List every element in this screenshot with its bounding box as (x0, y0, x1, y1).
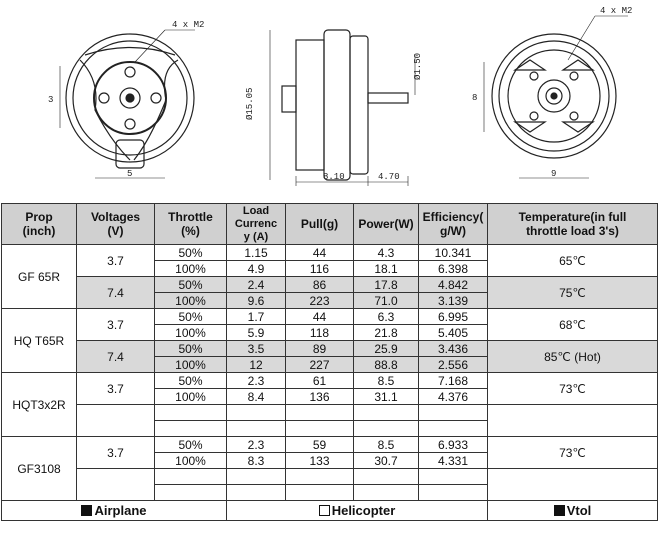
empty-cell (286, 421, 354, 437)
side-diameter-dim: Ø15.05 (245, 87, 255, 120)
power-cell: 17.8 (354, 277, 419, 293)
legend-helicopter-label: Helicopter (331, 502, 396, 518)
voltage-cell-empty (77, 405, 155, 437)
pull-cell: 223 (286, 293, 354, 309)
power-cell: 31.1 (354, 389, 419, 405)
prop-name: HQT3x2R (2, 373, 77, 437)
power-cell: 25.9 (354, 341, 419, 357)
legend-helicopter (227, 501, 488, 521)
efficiency-cell: 6.933 (419, 437, 488, 453)
header-power: Power(W) (354, 204, 419, 245)
table-row (2, 437, 658, 453)
header-efficiency: Efficiency( g/W) (419, 204, 488, 245)
throttle-cell: 100% (155, 325, 227, 341)
header-current: Load Currenc y (A) (227, 204, 286, 245)
throttle-cell: 100% (155, 453, 227, 469)
power-cell: 71.0 (354, 293, 419, 309)
side-shaft-length-dim: 4.70 (378, 172, 400, 182)
power-cell: 6.3 (354, 309, 419, 325)
current-cell: 9.6 (227, 293, 286, 309)
table-row (2, 309, 658, 325)
front-holes-label: 4 x M2 (172, 20, 205, 30)
prop-name: GF3108 (2, 437, 77, 501)
pull-cell: 118 (286, 325, 354, 341)
table-row (2, 405, 658, 421)
temperature-cell: 68℃ (488, 309, 658, 341)
voltage-cell: 7.4 (77, 341, 155, 373)
pull-cell: 133 (286, 453, 354, 469)
front-width-dim: 5 (127, 169, 133, 179)
temperature-cell: 75℃ (488, 277, 658, 309)
table-row (2, 373, 658, 389)
header-temperature: Temperature(in full throttle load 3's) (488, 204, 658, 245)
current-cell: 2.3 (227, 437, 286, 453)
current-cell: 8.4 (227, 389, 286, 405)
voltage-cell: 3.7 (77, 437, 155, 469)
table-row (2, 341, 658, 357)
empty-cell (354, 469, 419, 485)
current-cell: 2.4 (227, 277, 286, 293)
voltage-cell: 7.4 (77, 277, 155, 309)
efficiency-cell: 6.995 (419, 309, 488, 325)
power-cell: 4.3 (354, 245, 419, 261)
motor-front-view (60, 30, 195, 178)
pull-cell: 59 (286, 437, 354, 453)
temperature-cell: 85℃ (Hot) (488, 341, 658, 373)
current-cell: 8.3 (227, 453, 286, 469)
motor-side-view (270, 30, 415, 186)
table-row (2, 469, 658, 485)
empty-cell (227, 469, 286, 485)
current-cell: 3.5 (227, 341, 286, 357)
filled-square-icon (81, 505, 92, 516)
temperature-cell: 73℃ (488, 437, 658, 469)
empty-cell (227, 485, 286, 501)
empty-cell (419, 469, 488, 485)
pull-cell: 61 (286, 373, 354, 389)
header-voltage: Voltages (V) (77, 204, 155, 245)
power-cell: 21.8 (354, 325, 419, 341)
prop-name: GF 65R (2, 245, 77, 309)
voltage-cell-empty (77, 469, 155, 501)
throttle-cell: 100% (155, 293, 227, 309)
throttle-cell: 50% (155, 373, 227, 389)
empty-cell (227, 405, 286, 421)
empty-cell (286, 485, 354, 501)
efficiency-cell: 6.398 (419, 261, 488, 277)
table-row (2, 277, 658, 293)
throttle-cell: 100% (155, 389, 227, 405)
pull-cell: 89 (286, 341, 354, 357)
side-shaft-dim: Ø1.50 (413, 52, 423, 80)
pull-cell: 116 (286, 261, 354, 277)
voltage-cell: 3.7 (77, 309, 155, 341)
legend-vtol-label: Vtol (566, 502, 592, 518)
current-cell: 12 (227, 357, 286, 373)
current-cell: 2.3 (227, 373, 286, 389)
front-height-dim: 3 (48, 95, 54, 105)
pull-cell: 44 (286, 245, 354, 261)
throttle-cell: 50% (155, 341, 227, 357)
empty-cell (155, 485, 227, 501)
current-cell: 1.7 (227, 309, 286, 325)
throttle-cell: 50% (155, 245, 227, 261)
back-width-dim: 9 (551, 169, 557, 179)
motor-back-view (484, 16, 628, 178)
current-cell: 5.9 (227, 325, 286, 341)
empty-cell (419, 421, 488, 437)
legend-vtol (488, 501, 658, 521)
empty-cell (155, 421, 227, 437)
efficiency-cell: 2.556 (419, 357, 488, 373)
table-header-row (2, 204, 658, 245)
efficiency-cell: 7.168 (419, 373, 488, 389)
efficiency-cell: 4.842 (419, 277, 488, 293)
header-prop: Prop (inch) (2, 204, 77, 245)
legend-airplane-label: Airplane (94, 502, 147, 518)
voltage-cell: 3.7 (77, 245, 155, 277)
empty-cell (354, 405, 419, 421)
current-cell: 1.15 (227, 245, 286, 261)
legend-airplane (2, 501, 227, 521)
efficiency-cell: 5.405 (419, 325, 488, 341)
temperature-cell: 73℃ (488, 373, 658, 405)
power-cell: 18.1 (354, 261, 419, 277)
open-square-icon (319, 505, 330, 516)
temperature-cell-empty (488, 405, 658, 437)
throttle-cell: 50% (155, 437, 227, 453)
efficiency-cell: 4.376 (419, 389, 488, 405)
header-pull: Pull(g) (286, 204, 354, 245)
efficiency-cell: 10.341 (419, 245, 488, 261)
header-throttle: Throttle (%) (155, 204, 227, 245)
empty-cell (155, 405, 227, 421)
back-height-dim: 8 (472, 93, 478, 103)
temperature-cell: 65℃ (488, 245, 658, 277)
prop-name: HQ T65R (2, 309, 77, 373)
pull-cell: 44 (286, 309, 354, 325)
empty-cell (354, 485, 419, 501)
empty-cell (286, 469, 354, 485)
power-cell: 88.8 (354, 357, 419, 373)
table-row (2, 245, 658, 261)
motor-spec-table (1, 203, 658, 521)
empty-cell (286, 405, 354, 421)
throttle-cell: 100% (155, 357, 227, 373)
current-cell: 4.9 (227, 261, 286, 277)
throttle-cell: 50% (155, 309, 227, 325)
empty-cell (227, 421, 286, 437)
empty-cell (155, 469, 227, 485)
filled-square-icon (554, 505, 565, 516)
empty-cell (419, 485, 488, 501)
back-holes-label: 4 x M2 (600, 6, 633, 16)
efficiency-cell: 3.436 (419, 341, 488, 357)
power-cell: 30.7 (354, 453, 419, 469)
throttle-cell: 100% (155, 261, 227, 277)
pull-cell: 136 (286, 389, 354, 405)
temperature-cell-empty (488, 469, 658, 501)
empty-cell (419, 405, 488, 421)
motor-drawings (0, 0, 658, 203)
efficiency-cell: 3.139 (419, 293, 488, 309)
voltage-cell: 3.7 (77, 373, 155, 405)
empty-cell (354, 421, 419, 437)
legend-row (2, 501, 658, 521)
power-cell: 8.5 (354, 373, 419, 389)
power-cell: 8.5 (354, 437, 419, 453)
pull-cell: 86 (286, 277, 354, 293)
efficiency-cell: 4.331 (419, 453, 488, 469)
pull-cell: 227 (286, 357, 354, 373)
side-body-dim: 8.10 (323, 172, 345, 182)
throttle-cell: 50% (155, 277, 227, 293)
